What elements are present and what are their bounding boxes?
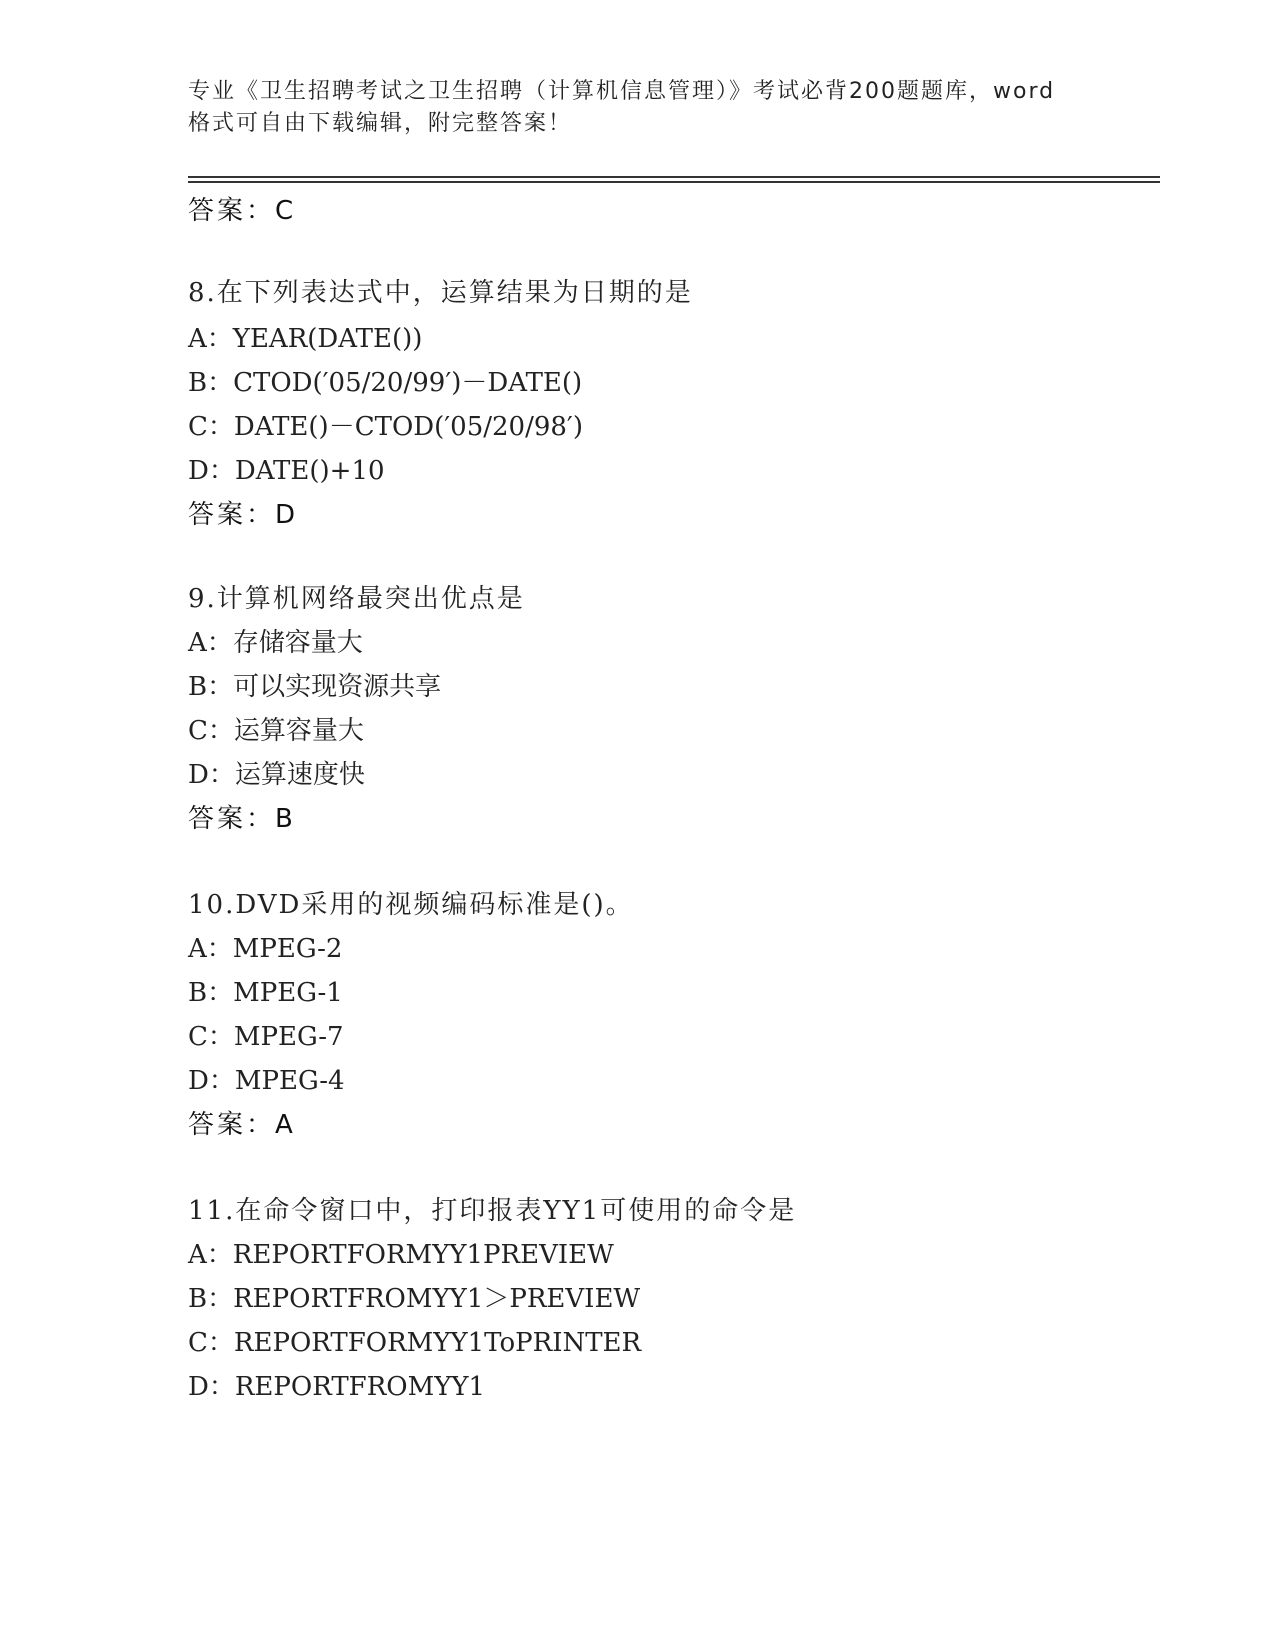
question-stem: 10.DVD采用的视频编码标准是()。 bbox=[188, 890, 634, 920]
option-a: A：存储容量大 bbox=[188, 628, 363, 658]
answer-q10: 答案：A bbox=[188, 1110, 296, 1140]
option-d: D：MPEG-4 bbox=[188, 1066, 345, 1096]
option-b: B：CTOD(′05/20/99′)－DATE() bbox=[188, 368, 583, 398]
option-c: C：REPORTFORMYY1ToPRINTER bbox=[188, 1328, 642, 1358]
header-line-2: 格式可自由下载编辑，附完整答案！ bbox=[188, 111, 573, 136]
answer-q7: 答案：C bbox=[188, 196, 297, 226]
option-c: C：MPEG-7 bbox=[188, 1022, 344, 1052]
option-c: C：DATE()－CTOD(′05/20/98′) bbox=[188, 412, 583, 442]
question-stem: 8.在下列表达式中，运算结果为日期的是 bbox=[188, 278, 693, 308]
answer-q8: 答案：D bbox=[188, 500, 299, 530]
option-d: D：运算速度快 bbox=[188, 760, 365, 790]
question-stem: 11.在命令窗口中，打印报表YY1可使用的命令是 bbox=[188, 1196, 797, 1226]
option-b: B：可以实现资源共享 bbox=[188, 672, 442, 702]
option-c: C：运算容量大 bbox=[188, 716, 364, 746]
option-a: A：YEAR(DATE()) bbox=[188, 324, 423, 354]
question-stem: 9.计算机网络最突出优点是 bbox=[188, 584, 525, 614]
header-line-1: 专业《卫生招聘考试之卫生招聘（计算机信息管理）》考试必背200题题库，word bbox=[188, 79, 1056, 104]
answer-q9: 答案：B bbox=[188, 804, 296, 834]
option-a: A：MPEG-2 bbox=[188, 934, 343, 964]
option-b: B：MPEG-1 bbox=[188, 978, 343, 1008]
option-a: A：REPORTFORMYY1PREVIEW bbox=[188, 1240, 614, 1270]
option-d: D：DATE()+10 bbox=[188, 456, 385, 486]
header-rule-bottom bbox=[188, 181, 1160, 183]
option-b: B：REPORTFROMYY1＞PREVIEW bbox=[188, 1284, 641, 1314]
option-d: D：REPORTFROMYY1 bbox=[188, 1372, 486, 1402]
header-rule-top bbox=[188, 176, 1160, 178]
